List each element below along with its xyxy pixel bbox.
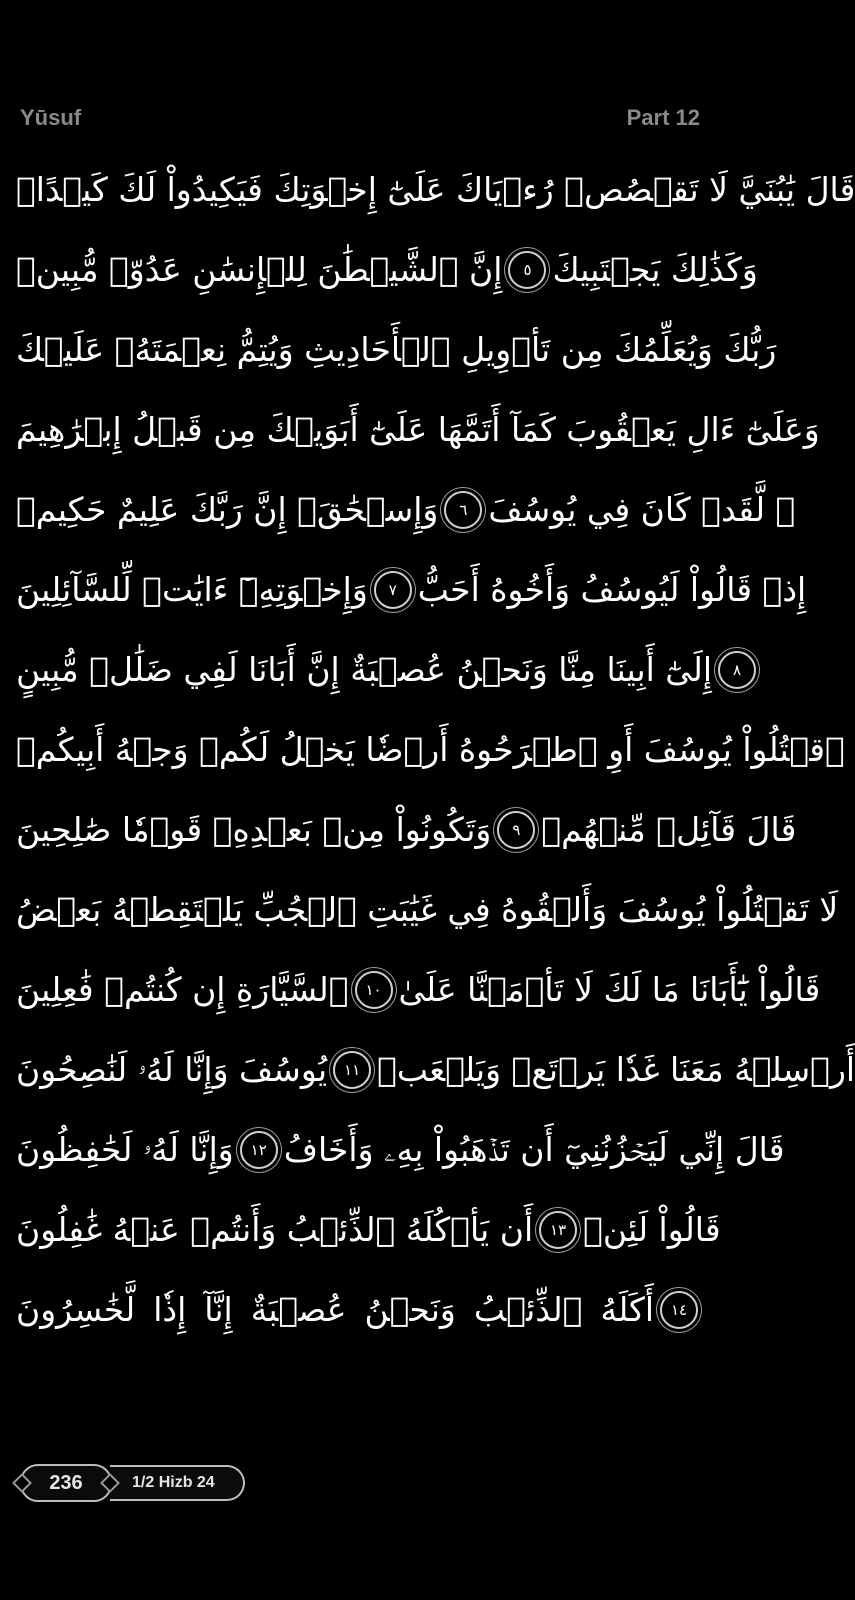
line-text-continued: قَالُواْ يَٰٓأَبَانَا مَا لَكَ لَا تَأۡمَ۫نَّا عَلَىٰ [398, 970, 821, 1009]
line-text: أَكَلَهُ ٱلذِّئۡبُ وَنَحۡنُ عُصۡبَةٌ إِنَّآ إِذٗا لَّخَٰسِرُونَ [16, 1290, 654, 1329]
hizb-indicator[interactable] [110, 1465, 245, 1501]
line-text-continued: أَرۡسِلۡهُ مَعَنَا غَدٗا يَرۡتَعۡ وَيَلۡعَبۡ [377, 1050, 855, 1089]
mushaf-page[interactable] [16, 150, 855, 1430]
line-text-continued: ۞ لَّقَدۡ كَانَ فِي يُوسُفَ [488, 490, 796, 529]
ayah-number-marker: ٦ [444, 491, 482, 529]
ayah-number-marker: ٧ [374, 571, 412, 609]
ayah-number-marker: ١٤ [660, 1291, 698, 1329]
quran-line [16, 710, 845, 790]
surah-name: Yūsuf [20, 105, 82, 130]
line-text-continued: إِذۡ قَالُواْ لَيُوسُفُ وَأَخُوهُ أَحَبُّ [417, 570, 807, 609]
line-text: وَإِخۡوَتِهِۦٓ ءَايَٰتٞ لِّلسَّآئِلِينَ [16, 570, 368, 609]
page-number: 236 [49, 1471, 83, 1494]
line-text-continued: قَالَ قَآئِلٞ مِّنۡهُمۡ [541, 810, 797, 849]
line-text: وَعَلَىٰٓ ءَالِ يَعۡقُوبَ كَمَآ أَتَمَّهَا عَلَىٰٓ أَبَوَيۡكَ مِن قَبۡلُ إِبۡرَٰهِيمَ [16, 410, 820, 449]
quran-line [16, 1190, 721, 1270]
quran-line [16, 870, 839, 950]
line-text-continued: وَكَذَٰلِكَ يَجۡتَبِيكَ [552, 250, 758, 289]
quran-line [16, 150, 855, 230]
quran-line [16, 630, 742, 710]
quran-line [16, 310, 777, 390]
ayah-number-marker: ٩ [497, 811, 535, 849]
line-text: إِلَىٰٓ أَبِينَا مِنَّا وَنَحۡنُ عُصۡبَةٌ إِنَّ أَبَانَا لَفِي ضَلَٰلٖ مُّبِينٍ [16, 650, 713, 689]
line-text: قَالَ يَٰبُنَيَّ لَا تَقۡصُصۡ رُءۡيَاكَ عَلَىٰٓ إِخۡوَتِكَ فَيَكِيدُواْ لَكَ كَيۡدًاۖ [16, 170, 855, 209]
page-header [20, 98, 700, 138]
quran-line [16, 550, 807, 630]
page-footer [20, 1465, 245, 1501]
line-text: يُوسُفَ وَإِنَّا لَهُۥ لَنَٰصِحُونَ [16, 1050, 328, 1089]
line-text: وَإِنَّا لَهُۥ لَحَٰفِظُونَ [16, 1130, 234, 1169]
quran-line [16, 790, 797, 870]
ayah-number-marker: ١٢ [240, 1131, 278, 1169]
line-text: ٱقۡتُلُواْ يُوسُفَ أَوِ ٱطۡرَحُوهُ أَرۡضٗا يَخۡلُ لَكُمۡ وَجۡهُ أَبِيكُمۡ [16, 730, 845, 769]
ayah-number-marker: ١٠ [355, 971, 393, 1009]
ayah-number-marker: ٨ [718, 651, 756, 689]
quran-line [16, 390, 820, 470]
ayah-number-marker: ١٣ [539, 1211, 577, 1249]
ayah-number-marker: ١١ [333, 1051, 371, 1089]
quran-line [16, 230, 758, 310]
quran-line [16, 1030, 855, 1110]
quran-line [16, 470, 796, 550]
line-text: وَتَكُونُواْ مِنۢ بَعۡدِهِۦ قَوۡمٗا صَٰلِحِينَ [16, 810, 492, 849]
page-number-badge[interactable] [20, 1464, 112, 1502]
line-text-continued: قَالَ إِنِّي لَيَحۡزُنُنِيٓ أَن تَذۡهَبُواْ بِهِۦ وَأَخَافُ [283, 1130, 785, 1169]
line-text: رَبُّكَ وَيُعَلِّمُكَ مِن تَأۡوِيلِ ٱلۡأَحَادِيثِ وَيُتِمُّ نِعۡمَتَهُۥ عَلَيۡكَ [16, 330, 777, 369]
line-text: إِنَّ ٱلشَّيۡطَٰنَ لِلۡإِنسَٰنِ عَدُوّٞ مُّبِينٞ [16, 250, 503, 289]
ayah-number-marker: ٥ [508, 251, 546, 289]
line-text: وَإِسۡحَٰقَۚ إِنَّ رَبَّكَ عَلِيمٌ حَكِيمٞ [16, 490, 439, 529]
line-text: أَن يَأۡكُلَهُ ٱلذِّئۡبُ وَأَنتُمۡ عَنۡهُ غَٰفِلُونَ [16, 1210, 534, 1249]
quran-line [16, 1270, 704, 1350]
quran-line [16, 950, 821, 1030]
quran-line [16, 1110, 785, 1190]
line-text: ٱلسَّيَّارَةِ إِن كُنتُمۡ فَٰعِلِينَ [16, 970, 349, 1009]
juz-part: Part 12 [626, 105, 700, 130]
line-text-continued: قَالُواْ لَئِنۡ [583, 1210, 721, 1249]
line-text: لَا تَقۡتُلُواْ يُوسُفَ وَأَلۡقُوهُ فِي غَيَٰبَتِ ٱلۡجُبِّ يَلۡتَقِطۡهُ بَعۡضُ [16, 890, 839, 929]
hizb-label: 1/2 Hizb 24 [132, 1474, 215, 1491]
